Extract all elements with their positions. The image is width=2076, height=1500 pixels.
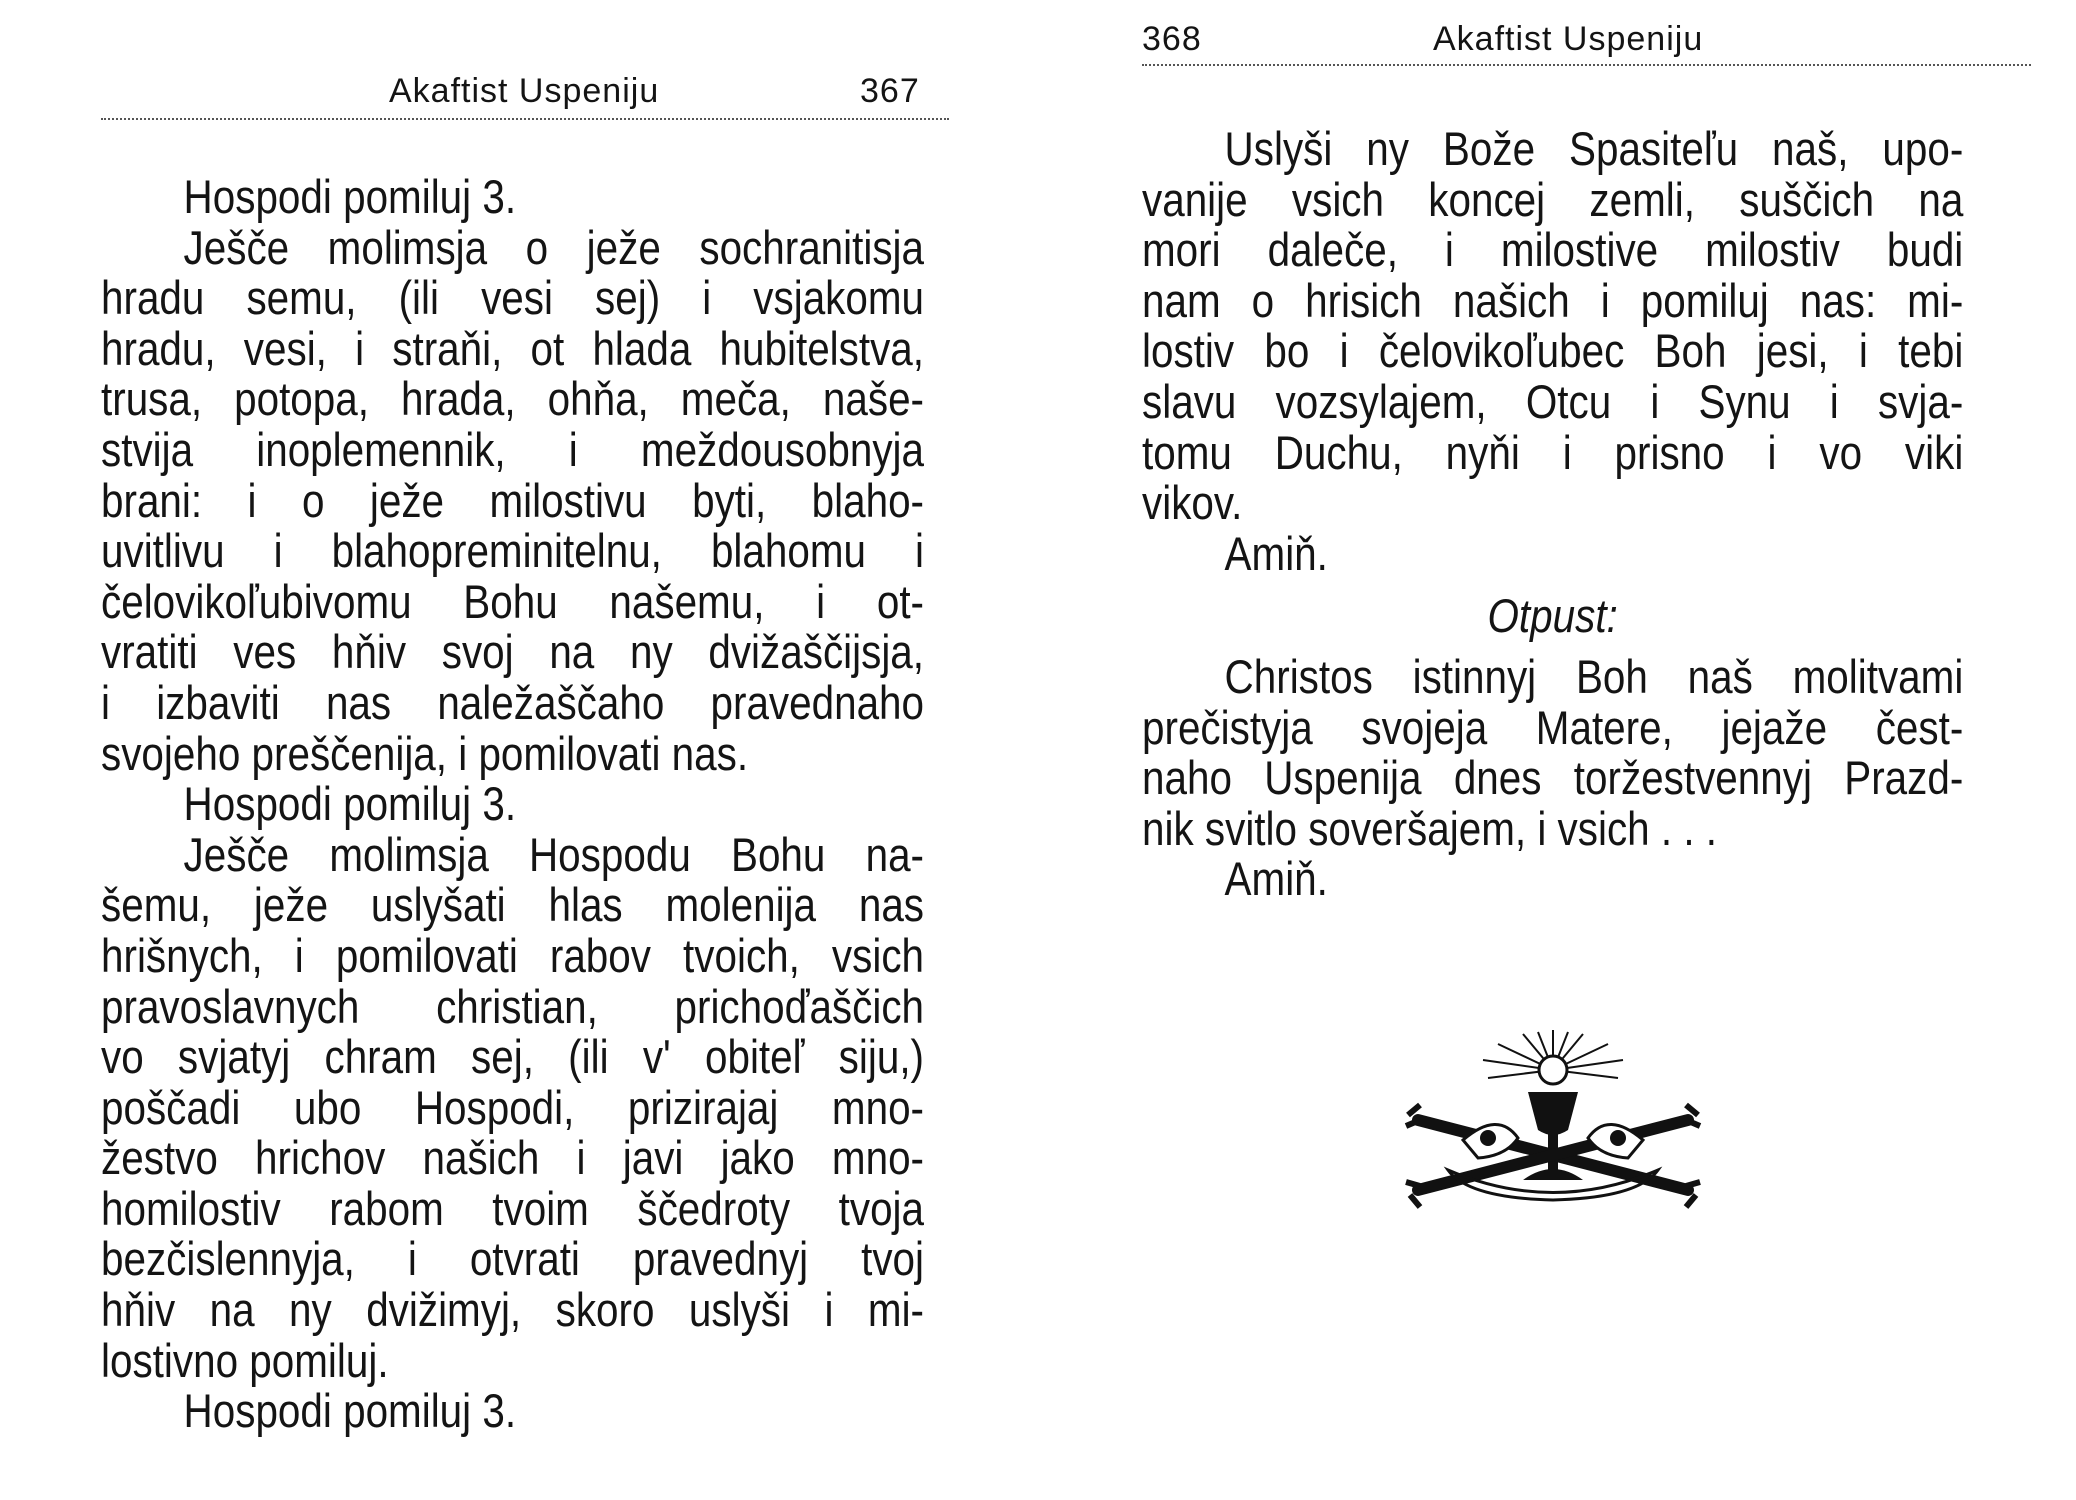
text-line: pravoslavnych christian, prichoďaščich	[101, 979, 925, 1033]
text-line: homilostiv rabom tvoim ščedroty tvoja	[101, 1181, 925, 1235]
text-line: hrišnych, i pomilovati rabov tvoich, vsich	[101, 928, 925, 982]
left-page-number: 367	[860, 72, 920, 110]
text-line: vikov.	[1142, 476, 1243, 530]
text-line: vo svjatyj chram sej, (ili v' obiteľ siju,)	[101, 1030, 925, 1084]
text-line: i izbaviti nas naležaščaho pravednaho	[101, 675, 925, 729]
text-line: šemu, ježe uslyšati hlas molenija nas	[101, 878, 925, 932]
amen-line: Amiň.	[1224, 852, 1328, 906]
text-line: brani: i o ježe milostivu byti, blaho-	[101, 473, 925, 527]
text-line: čelovikoľubivomu Bohu našemu, i ot-	[101, 574, 925, 628]
text-line: svojeho preščenija, i pomilovati nas.	[101, 726, 749, 780]
text-line: Ješče molimsja o ježe sochranitisja	[183, 220, 925, 274]
left-running-title: Akaftist Uspeniju	[389, 72, 660, 110]
right-header-rule	[1142, 64, 2031, 66]
right-page	[1038, 0, 2076, 1500]
text-line: slavu vozsylajem, Otcu i Synu i svja-	[1142, 374, 1964, 428]
dismissal-heading: Otpust:	[1487, 589, 1618, 643]
chalice-ornament-icon	[1388, 1030, 1718, 1230]
text-line: lostivno pomiluj.	[101, 1333, 389, 1387]
response-line: Hospodi pomiluj 3.	[183, 170, 517, 223]
text-line: hradu semu, (ili vesi sej) i vsjakomu	[101, 271, 925, 325]
right-running-title: Akaftist Uspeniju	[1433, 20, 1704, 58]
text-line: bezčislennyja, i otvrati pravednyj tvoj	[101, 1232, 925, 1286]
text-line: vanije vsich koncej zemli, suščich na	[1142, 172, 1964, 226]
text-line: nam o hrisich našich i pomiluj nas: mi-	[1142, 273, 1964, 327]
text-line: tomu Duchu, nyňi i prisno i vo viki	[1142, 425, 1964, 479]
text-line: uvitlivu i blahopreminitelnu, blahomu i	[101, 524, 925, 578]
response-line: Hospodi pomiluj 3.	[183, 1384, 517, 1438]
text-line: trusa, potopa, hrada, ohňa, meča, naše-	[101, 372, 925, 426]
text-line: nik svitlo soveršajem, i vsich . . .	[1142, 801, 1718, 855]
text-line: vratiti ves hňiv svoj na ny dvižaščijsja,	[101, 625, 925, 679]
left-header-rule	[101, 118, 949, 120]
text-line: mori daleče, i milostive milostiv budi	[1142, 223, 1964, 277]
response-line: Hospodi pomiluj 3.	[183, 777, 517, 831]
amen-line: Amiň.	[1224, 526, 1328, 580]
text-line: Christos istinnyj Boh naš molitvami	[1224, 649, 1964, 703]
text-line: poščadi ubo Hospodi, prizirajaj mno-	[101, 1080, 925, 1134]
text-line: Uslyši ny Bože Spasiteľu naš, upo-	[1224, 122, 1964, 175]
left-body-text	[101, 172, 924, 1437]
text-line: Ješče molimsja Hospodu Bohu na-	[183, 827, 925, 881]
text-line: žestvo hrichov našich i javi jako mno-	[101, 1131, 925, 1185]
text-line: hradu, vesi, i straňi, ot hlada hubitelstva,	[101, 321, 925, 375]
text-line: hňiv na ny dvižimyj, skoro uslyši i mi-	[101, 1283, 925, 1337]
right-page-number: 368	[1142, 20, 1202, 58]
text-line: stvija inoplemennik, i meždousobnyja	[101, 422, 925, 476]
text-line: lostiv bo i čelovikoľubec Boh jesi, i tebi	[1142, 324, 1964, 378]
text-line: naho Uspenija dnes toržestvennyj Prazd-	[1142, 751, 1964, 805]
text-line: prečistyja svojeja Matere, jejaže čest-	[1142, 700, 1964, 754]
right-body-text	[1142, 124, 1963, 905]
